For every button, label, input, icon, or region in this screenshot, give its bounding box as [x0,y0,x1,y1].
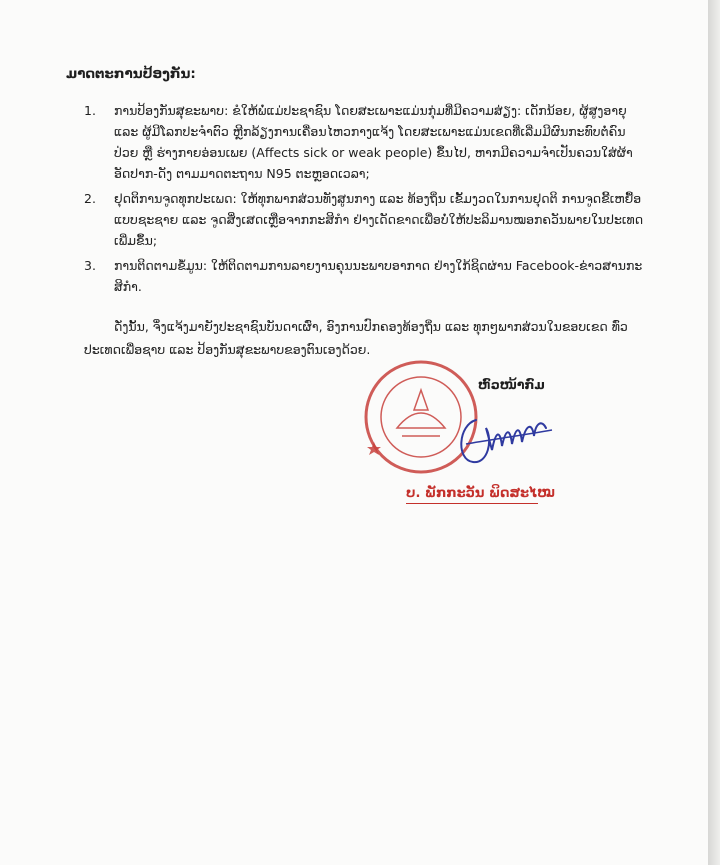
measures-list [84,100,644,301]
signatory-name: ບ. ພັກກະວັນ ພິດສະໄໝ [406,486,556,501]
signatory-underline [406,503,538,504]
item-number: 1. [84,103,96,118]
item-text: ຢຸດຕິການຈູດທຸກປະເພດ: ໃຫ້ທຸກພາກສ່ວນທັງສູນກາງ ແລະ ທ້ອງຖິ່ນ ເຂັ້ມງວດໃນການຢຸດຕິ ການຈູດຂີ້ເຫຍື້ອແບບຊະຊາຍ ແລະ ຈູດສິ່ງເສດເຫຼືອຈາກກະສິກໍາ ຢ່າງເດັດຂາດເພື່ອບໍ່ໃຫ້ປະລິມານໝອກຄວັນພາຍໃນປະເທດເພີ່ມຂຶ້ນ; [114,191,644,248]
list-item [84,255,644,297]
item-number: 3. [84,258,96,273]
list-item [84,100,644,184]
signature-title: ຫົວໜ້າກົມ [478,377,545,392]
item-text: ການປ້ອງກັນສຸຂະພາບ: ຂໍໃຫ້ພໍ່ແມ່ປະຊາຊົນ ໂດຍສະເພາະແມ່ນກຸ່ມທີ່ມີຄວາມສ່ຽງ: ເດັກນ້ອຍ, ຜູ້ສູງອາຍຸ ແລະ ຜູ້ມີໂລກປະຈໍາຕົວ ຫຼີກລ້ຽງການເຄື່ອນໄຫວກາງແຈ້ງ ໂດຍສະເພາະແມ່ນເຂດທີ່ເລີ່ມມີຜົນກະທົບຕໍ່ຄົນປ່ວຍ ຫຼື ຮ່າງກາຍອ່ອນເພຍ (Affects sick or weak people) ຂຶ້ນໄປ, ຫາກມີຄວາມຈໍາເປັນຄວນໃສ່ຜ້າອັດປາກ-ດັງ ຕາມມາດຕະຖານ N95 ຕະຫຼອດເວລາ; [114,103,633,181]
item-number: 2. [84,191,96,206]
section-heading: ມາດຕະການປ້ອງກັນ: [66,66,196,82]
handwritten-signature [448,400,558,470]
list-item [84,188,644,251]
closing-paragraph: ດັ່ງນັ້ນ, ຈຶ່ງແຈ້ງມາຍັງປະຊາຊົນບັນດາເຜົ່າ, ອົງການປົກຄອງທ້ອງຖິ່ນ ແລະ ທຸກໆພາກສ່ວນໃນຂອບເຂດ ທົ່ວປະເທດເພື່ອຊາບ ແລະ ປ້ອງກັນສຸຂະພາບຂອງຕົນເອງດ້ວຍ. [84,319,628,357]
page-edge-shadow [708,0,720,865]
item-text: ການຕິດຕາມຂໍ້ມູນ: ໃຫ້ຕິດຕາມການລາຍງານຄຸນນະພາບອາກາດ ຢ່າງໃກ້ຊິດຜ່ານ Facebook-ຂ່າວສານກະສິກໍາ. [114,258,643,294]
